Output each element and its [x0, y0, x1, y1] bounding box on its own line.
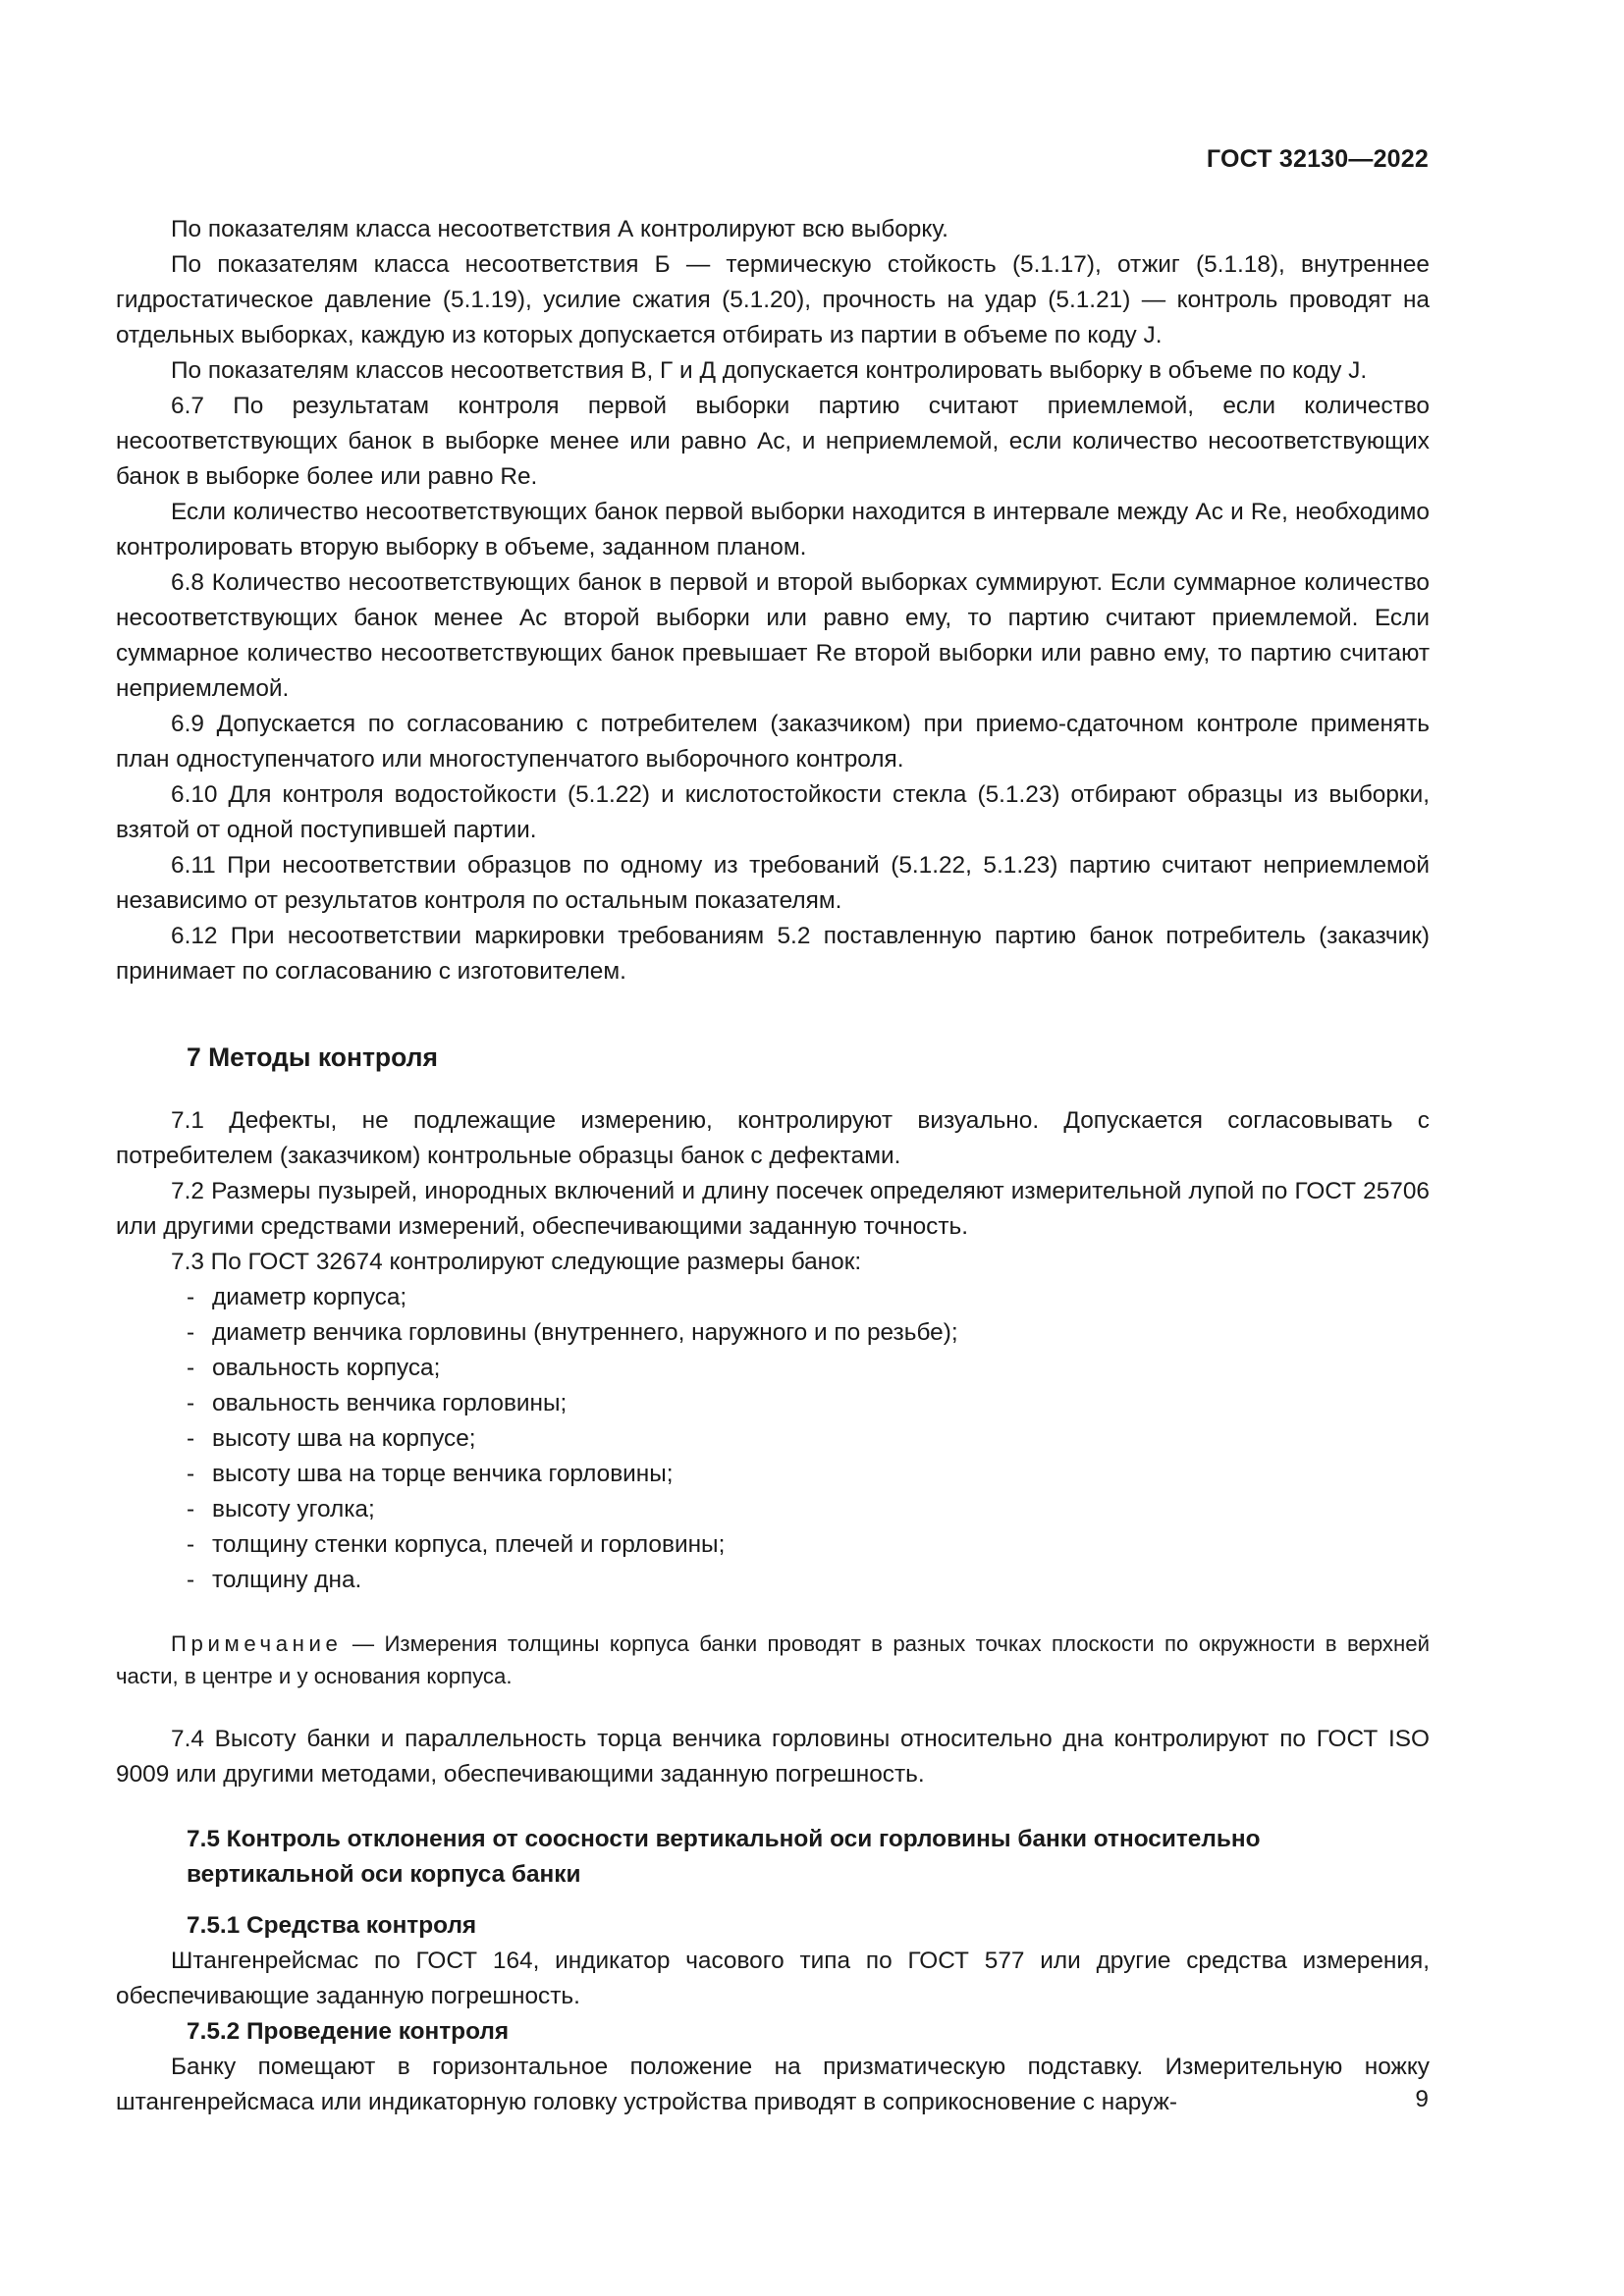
list-item [116, 1421, 1430, 1457]
paragraph-6-9: 6.9 Допускается по согласованию с потребителем (заказчиком) при приемо-сдаточном контроле применять план одноступенчатого или многоступенчатого выборочного контроля. [116, 711, 1430, 773]
list-item-label: диаметр корпуса; [212, 1284, 407, 1310]
spacer-before-heading-7-5 [116, 1792, 1430, 1822]
paragraph-class-a: По показателям класса несоответствия А контролируют всю выборку. [171, 216, 948, 242]
list-item [116, 1457, 1430, 1492]
dash-marker: - [187, 1390, 195, 1416]
paragraph-6-7-second: Если количество несоответствующих банок первой выборки находится в интервале между Ac и Re, необходимо контролировать вторую выборку в объеме, заданном планом. [116, 499, 1430, 561]
note-label: Примечание [171, 1631, 343, 1656]
list-item-label: толщину дна. [212, 1567, 362, 1593]
paragraph-7-5-2: Банку помещают в горизонтальное положение на призматическую подставку. Измерительную ножку штангенрейсмаса или индикаторную головку устройства приводят в соприкосновение с наруж- [116, 2054, 1430, 2115]
paragraph-7-4: 7.4 Высоту банки и параллельность торца венчика горловины относительно дна контролируют по ГОСТ ISO 9009 или другими методами, обеспечивающими заданную погрешность. [116, 1726, 1430, 1788]
paragraph-6-11: 6.11 При несоответствии образцов по одному из требований (5.1.22, 5.1.23) партию считают неприемлемой независимо от результатов контроля по остальным показателям. [116, 852, 1430, 914]
list-item [116, 1315, 1430, 1351]
spacer-after-section-7 [116, 1074, 1430, 1103]
dash-marker: - [187, 1567, 195, 1593]
list-item-label: овальность венчика горловины; [212, 1390, 568, 1416]
paragraph-class-b: По показателям класса несоответствия Б — термическую стойкость (5.1.17), отжиг (5.1.18), внутреннее гидростатическое давление (5.1.19), усилие сжатия (5.1.20), прочность на удар (5.1.21) — контроль проводят на отдельных выборках, каждую из которых допускается отбирать из партии в объеме по коду J. [116, 251, 1430, 348]
spacer-before-section-7 [116, 989, 1430, 1041]
list-item [116, 1563, 1430, 1598]
spacer-after-note [116, 1692, 1430, 1722]
dash-marker: - [187, 1496, 195, 1522]
spacer-after-heading-7-5 [116, 1893, 1430, 1908]
dash-marker: - [187, 1461, 195, 1487]
heading-7-5-2: 7.5.2 Проведение контроля [187, 2018, 510, 2045]
dash-marker: - [187, 1319, 195, 1346]
heading-section-7: 7 Методы контроля [187, 1042, 438, 1072]
dimension-list [116, 1280, 1430, 1598]
dash-marker: - [187, 1531, 195, 1558]
paragraph-7-2: 7.2 Размеры пузырей, инородных включений и длину посечек определяют измерительной лупой по ГОСТ 25706 или другими средствами измерений, обеспечивающими заданную точность. [116, 1178, 1430, 1240]
list-item [116, 1492, 1430, 1527]
dash-marker: - [187, 1425, 195, 1452]
note-text: — Измерения толщины корпуса банки проводят в разных точках плоскости по окружности в верхней части, в центре и у основания корпуса. [116, 1631, 1430, 1688]
heading-7-5-1: 7.5.1 Средства контроля [187, 1912, 477, 1939]
list-item-label: высоту шва на торце венчика горловины; [212, 1461, 674, 1487]
list-item-label: толщину стенки корпуса, плечей и горловины; [212, 1531, 726, 1558]
dash-marker: - [187, 1355, 195, 1381]
paragraph-6-8: 6.8 Количество несоответствующих банок в первой и второй выборках суммируют. Если суммарное количество несоответствующих банок менее Ac второй выборки или равно ему, то партию считают приемлемой. Если суммарное количество несоответствующих банок превышает Re второй выборки или равно ему, то партию считают неприемлемой. [116, 569, 1430, 702]
spacer-before-note [116, 1598, 1430, 1628]
page-number: 9 [1415, 2086, 1429, 2112]
page-footer [116, 2083, 1429, 2116]
paragraph-7-5-1: Штангенрейсмас по ГОСТ 164, индикатор часового типа по ГОСТ 577 или другие средства измерения, обеспечивающие заданную погрешность. [116, 1948, 1430, 2009]
paragraph-class-vgd: По показателям классов несоответствия В, Г и Д допускается контролировать выборку в объеме по коду J. [171, 357, 1368, 384]
list-item-label: овальность корпуса; [212, 1355, 441, 1381]
list-item-label: высоту шва на корпусе; [212, 1425, 476, 1452]
list-item [116, 1527, 1430, 1563]
paragraph-7-3: 7.3 По ГОСТ 32674 контролируют следующие размеры банок: [171, 1249, 862, 1275]
standard-number: ГОСТ 32130—2022 [1206, 145, 1429, 173]
list-item-label: диаметр венчика горловины (внутреннего, наружного и по резьбе); [212, 1319, 958, 1346]
note-paragraph [116, 1628, 1430, 1692]
list-item [116, 1351, 1430, 1386]
dash-marker: - [187, 1284, 195, 1310]
page-running-header [116, 145, 1429, 179]
document-body [116, 212, 1430, 2120]
list-item [116, 1386, 1430, 1421]
paragraph-6-12: 6.12 При несоответствии маркировки требованиям 5.2 поставленную партию банок потребитель (заказчик) принимает по согласованию с изготовителем. [116, 923, 1430, 985]
list-item-label: высоту уголка; [212, 1496, 375, 1522]
heading-7-5: 7.5 Контроль отклонения от соосности вертикальной оси горловины банки относительно вертикальной оси корпуса банки [187, 1826, 1261, 1888]
list-item [116, 1280, 1430, 1315]
paragraph-6-10: 6.10 Для контроля водостойкости (5.1.22) и кислотостойкости стекла (5.1.23) отбирают образцы из выборки, взятой от одной поступившей партии. [116, 781, 1430, 843]
paragraph-7-1: 7.1 Дефекты, не подлежащие измерению, контролируют визуально. Допускается согласовывать с потребителем (заказчиком) контрольные образцы банок с дефектами. [116, 1107, 1430, 1169]
paragraph-6-7: 6.7 По результатам контроля первой выборки партию считают приемлемой, если количество несоответствующих банок в выборке менее или равно Ac, и неприемлемой, если количество несоответствующих банок в выборке более или равно Re. [116, 393, 1430, 490]
